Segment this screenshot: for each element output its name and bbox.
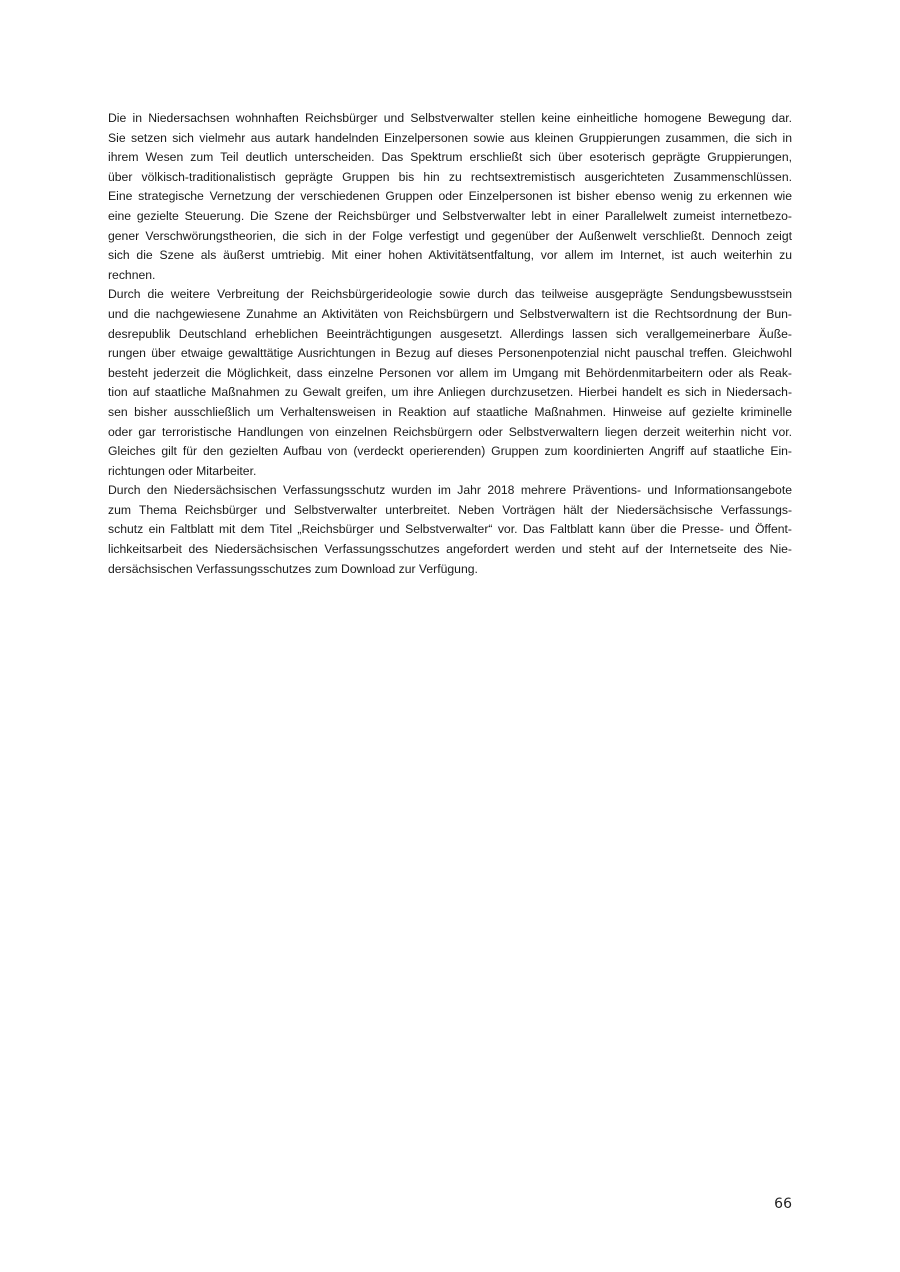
text-line: Durch den Niedersächsischen Verfassungsschutz wurden im Jahr 2018 mehrere Präventions- und Informationsangebote	[108, 483, 792, 498]
text-line: sich die Szene als äußerst umtriebig. Mit einer hohen Aktivitätsentfaltung, vor allem im Internet, ist auch weiterhin zu	[108, 248, 792, 263]
text-line: ihrem Wesen zum Teil deutlich unterscheiden. Das Spektrum erschließt sich über esoterisch geprägte Gruppierungen,	[108, 150, 792, 165]
text-line: Die in Niedersachsen wohnhaften Reichsbürger und Selbstverwalter stellen keine einheitliche homogene Bewegung dar.	[108, 111, 792, 125]
text-line: desrepublik Deutschland erheblichen Beeinträchtigungen ausgesetzt. Allerdings lassen sich verallgemeinerbare Äuße-	[108, 326, 792, 341]
text-line: tion auf staatliche Maßnahmen zu Gewalt greifen, um ihre Anliegen durchzusetzen. Hierbei handelt es sich in Niedersach-	[108, 385, 792, 400]
text-line: eine gezielte Steuerung. Die Szene der Reichsbürger und Selbstverwalter lebt in einer Parallelwelt zumeist internetbezo-	[108, 208, 792, 223]
page-number: 66	[774, 1196, 792, 1212]
paragraph-1	[108, 109, 792, 285]
text-line: und die nachgewiesene Zunahme an Aktivitäten von Reichsbürgern und Selbstverwaltern ist die Rechtsordnung der Bun-	[108, 306, 792, 321]
body-text	[108, 109, 792, 579]
text-line: zum Thema Reichsbürger und Selbstverwalter unterbreitet. Neben Vorträgen hält der Niedersächsische Verfassungs-	[108, 502, 792, 517]
text-line: rechnen.	[108, 267, 156, 282]
paragraph-2	[108, 285, 792, 481]
text-line: Durch die weitere Verbreitung der Reichsbürgerideologie sowie durch das teilweise ausgeprägte Sendungsbewusstsein	[108, 287, 792, 302]
text-line: richtungen oder Mitarbeiter.	[108, 463, 257, 478]
text-line: besteht jederzeit die Möglichkeit, dass einzelne Personen vor allem im Umgang mit Behördenmitarbeitern oder als Reak-	[108, 365, 792, 380]
text-line: Sie setzen sich vielmehr aus autark handelnden Einzelpersonen sowie aus kleinen Gruppierungen zusammen, die sich in	[108, 130, 792, 145]
paragraph-3	[108, 481, 792, 579]
text-line: schutz ein Faltblatt mit dem Titel „Reichsbürger und Selbstverwalter“ vor. Das Faltblatt kann über die Presse- und Öffent-	[108, 522, 792, 537]
text-line: oder gar terroristische Handlungen von einzelnen Reichsbürgern oder Selbstverwaltern liegen derzeit weiterhin nicht vor.	[108, 424, 792, 439]
text-line: über völkisch-traditionalistisch geprägte Gruppen bis hin zu rechtsextremistisch ausgerichteten Zusammenschlüssen.	[108, 169, 792, 184]
text-line: Gleiches gilt für den gezielten Aufbau von (verdeckt operierenden) Gruppen zum koordinierten Angriff auf staatliche Ein-	[108, 444, 792, 459]
text-line: gener Verschwörungstheorien, die sich in der Folge verfestigt und gegenüber der Außenwelt verschließt. Dennoch zeigt	[108, 228, 792, 243]
text-line: dersächsischen Verfassungsschutzes zum Download zur Verfügung.	[108, 561, 478, 576]
text-line: lichkeitsarbeit des Niedersächsischen Verfassungsschutzes angefordert werden und steht auf der Internetseite des Nie-	[108, 542, 792, 557]
text-line: sen bisher ausschließlich um Verhaltensweisen in Reaktion auf staatliche Maßnahmen. Hinweise auf gezielte kriminelle	[108, 404, 792, 419]
text-line: rungen über etwaige gewalttätige Ausrichtungen in Bezug auf dieses Personenpotenzial nicht pauschal treffen. Gleichwohl	[108, 346, 792, 361]
text-line: Eine strategische Vernetzung der verschiedenen Gruppen oder Einzelpersonen ist bisher ebenso wenig zu erkennen wie	[108, 189, 792, 204]
